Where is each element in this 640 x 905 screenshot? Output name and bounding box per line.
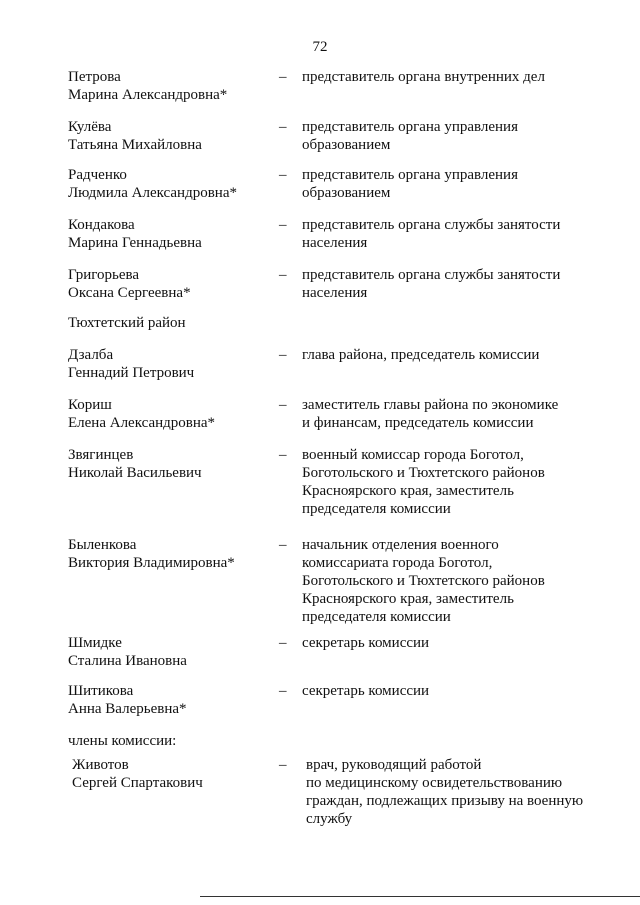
member-role-line: граждан, подлежащих призыву на военную [306,793,584,809]
member-name-line: Сталина Ивановна [68,653,187,669]
member-name [68,396,273,432]
member-name [68,216,273,252]
footer-divider [200,896,640,897]
page-number: 72 [312,39,328,55]
member-name-line: Татьяна Михайловна [68,137,202,153]
member-name-line: Виктория Владимировна* [68,555,235,571]
member-name-line: Шитикова [68,683,134,699]
district-heading: Тюхтетский район [68,315,186,331]
member-name-line: Животов [72,757,129,773]
member-role-line: председателя комиссии [302,501,451,517]
member-name [68,68,273,104]
member-name-line: Звягинцев [68,447,134,463]
member-role-line: представитель органа управления [302,167,518,183]
member-role [302,118,602,154]
member-role-line: Красноярского края, заместитель [302,483,514,499]
member-name [68,118,273,154]
member-role-line: представитель органа внутренних дел [302,69,545,85]
member-role [302,266,602,302]
member-name [72,756,277,792]
member-role-line: заместитель главы района по экономике [302,397,559,413]
member-name-line: Людмила Александровна* [68,185,237,201]
member-name-line: Кондакова [68,217,135,233]
member-role [302,68,602,86]
member-name-line: Петрова [68,69,121,85]
member-role-line: по медицинскому освидетельствованию [306,775,563,791]
member-role-line: комиссариата города Боготол, [302,555,493,571]
member-role-line: начальник отделения военного [302,537,499,553]
member-role [302,536,602,626]
dash-separator: – [279,267,287,283]
dash-separator: – [279,635,287,651]
member-role-line: военный комиссар города Боготол, [302,447,524,463]
member-role-line: секретарь комиссии [302,683,430,699]
member-role-line: образованием [302,185,391,201]
member-name-line: Быленкова [68,537,137,553]
member-role [302,346,602,364]
dash-separator: – [279,217,287,233]
member-name [68,682,273,718]
dash-separator: – [279,347,287,363]
member-name-line: Елена Александровна* [68,415,216,431]
member-role-line: службу [306,811,353,827]
dash-separator: – [279,537,287,553]
dash-separator: – [279,69,287,85]
member-name-line: Марина Александровна* [68,87,228,103]
dash-separator: – [279,119,287,135]
member-name-line: Григорьева [68,267,140,283]
member-name [68,266,273,302]
member-name-line: Сергей Спартакович [72,775,203,791]
member-name-line: Кориш [68,397,112,413]
member-name-line: Марина Геннадьевна [68,235,202,251]
member-name [68,536,273,572]
member-name-line: Николай Васильевич [68,465,202,481]
member-name-line: Шмидке [68,635,122,651]
member-name-line: Геннадий Петрович [68,365,195,381]
member-name-line: Дзалба [68,347,114,363]
member-name-line: Оксана Сергеевна* [68,285,191,301]
member-role-line: Красноярского края, заместитель [302,591,514,607]
dash-separator: – [279,757,287,773]
member-role-line: глава района, председатель комиссии [302,347,540,363]
dash-separator: – [279,683,287,699]
member-role-line: представитель органа управления [302,119,518,135]
member-name-line: Кулёва [68,119,112,135]
member-role [302,216,602,252]
member-name-line: Анна Валерьевна* [68,701,187,717]
member-role [302,634,602,652]
member-role-line: образованием [302,137,391,153]
member-name [68,346,273,382]
member-role [302,396,602,432]
dash-separator: – [279,167,287,183]
member-name-line: Радченко [68,167,127,183]
member-role [302,682,602,700]
member-role [302,166,602,202]
member-role [306,756,606,828]
member-role-line: представитель органа службы занятости [302,267,561,283]
member-name [68,166,273,202]
member-role-line: населения [302,235,368,251]
dash-separator: – [279,397,287,413]
member-role [302,446,602,518]
member-name [68,634,273,670]
member-role-line: Боготольского и Тюхтетского районов [302,573,545,589]
member-role-line: врач, руководящий работой [306,757,482,773]
dash-separator: – [279,447,287,463]
member-role-line: секретарь комиссии [302,635,430,651]
member-role-line: населения [302,285,368,301]
member-role-line: председателя комиссии [302,609,451,625]
member-role-line: представитель органа службы занятости [302,217,561,233]
member-role-line: и финансам, председатель комиссии [302,415,534,431]
member-role-line: Боготольского и Тюхтетского районов [302,465,545,481]
members-heading: члены комиссии: [68,733,177,749]
member-name [68,446,273,482]
